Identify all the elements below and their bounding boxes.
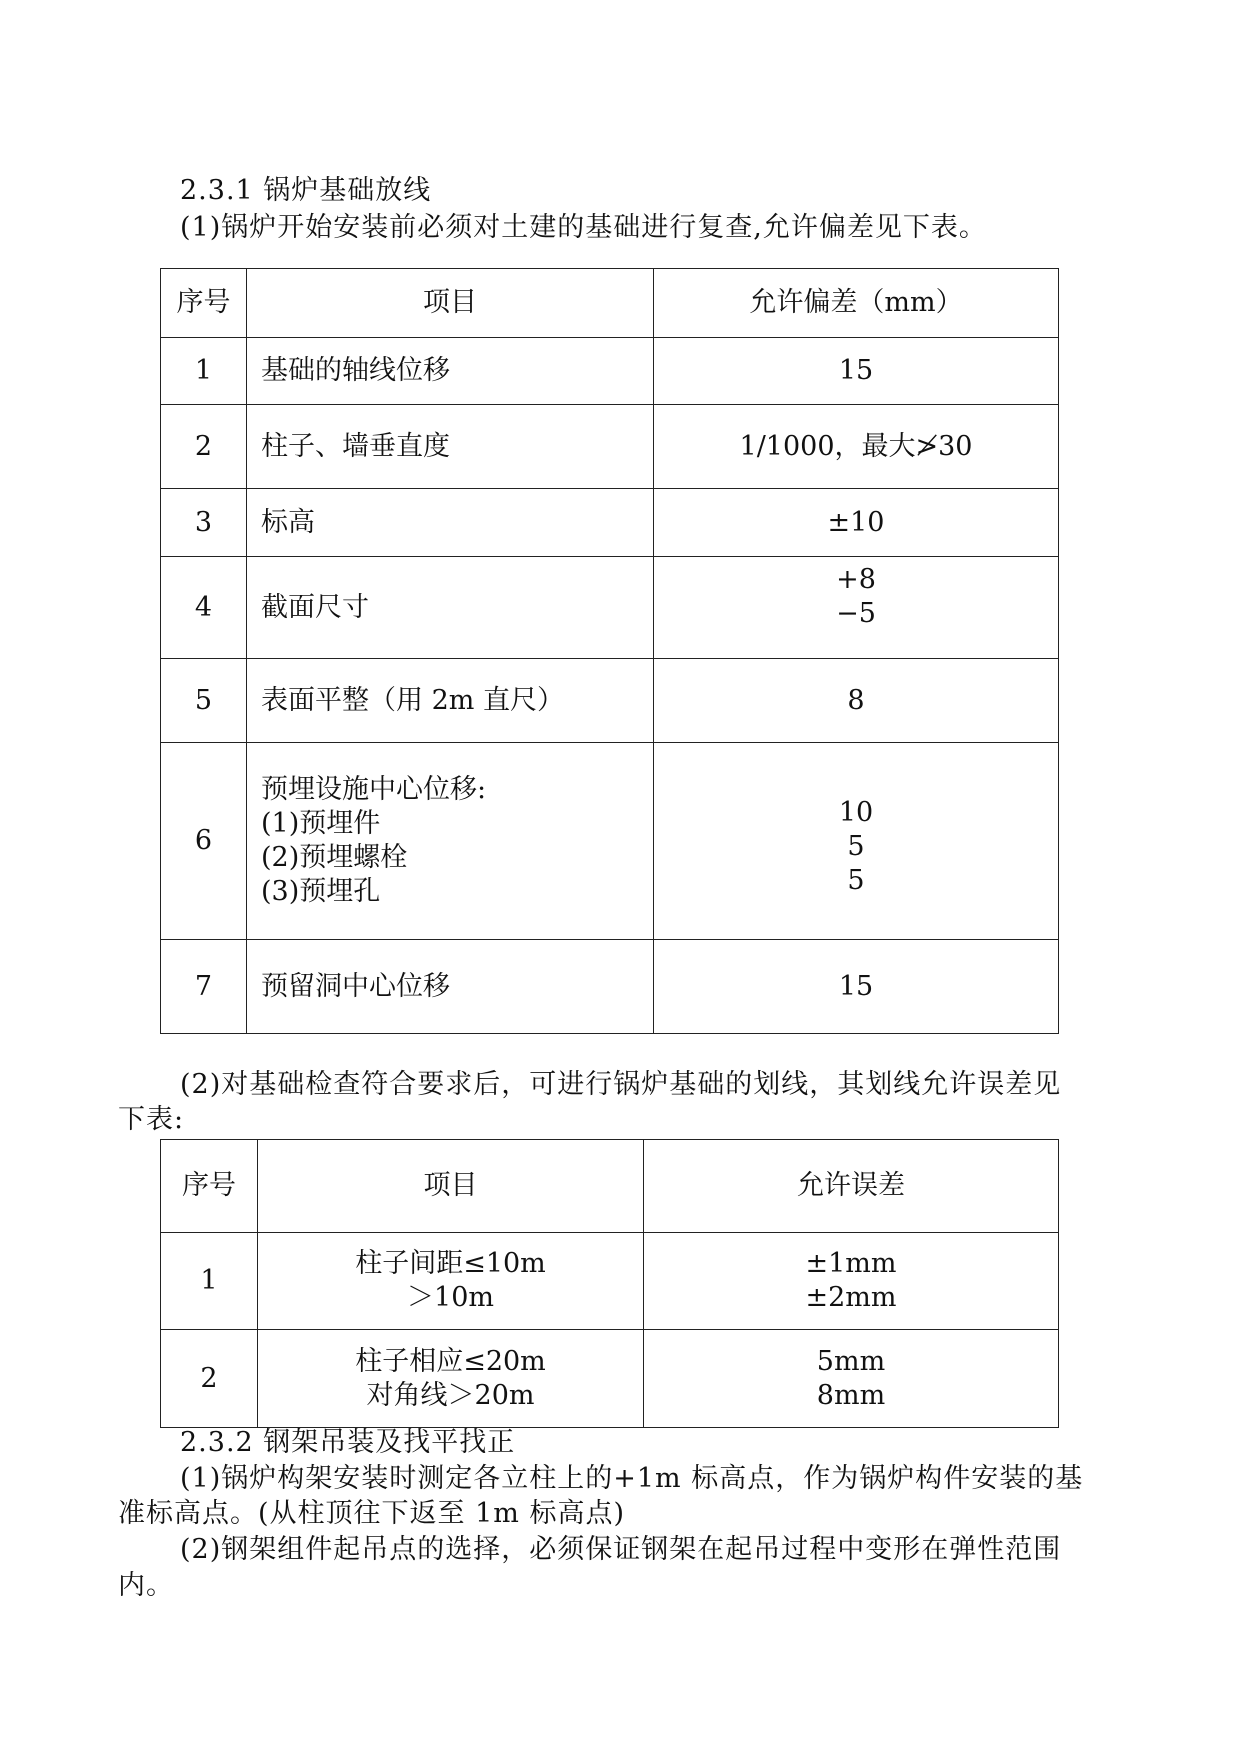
- section-heading-231: 2.3.1 锅炉基础放线: [180, 175, 432, 206]
- row-item: 表面平整（用 2m 直尺）: [247, 659, 654, 743]
- row-value: [654, 743, 1059, 940]
- table-row: [161, 940, 1059, 1034]
- row-no: 7: [161, 940, 247, 1034]
- row-no: 2: [161, 405, 247, 489]
- item-line: 柱子相应≤20m: [355, 1345, 546, 1377]
- row-value: [644, 1330, 1059, 1428]
- table-row: [161, 743, 1059, 940]
- value-line: 5: [847, 831, 865, 862]
- table-row: [161, 1233, 1059, 1330]
- row-no: 1: [161, 338, 247, 405]
- table-row: [161, 338, 1059, 405]
- row-value: [644, 1233, 1059, 1330]
- header-deviation: 允许偏差（mm）: [654, 269, 1059, 338]
- paragraph-3-line2: 准标高点。(从柱顶往下返至 1m 标高点): [118, 1498, 626, 1529]
- row-value: 15: [654, 940, 1059, 1034]
- header-item: 项目: [258, 1140, 644, 1233]
- row-item: [258, 1330, 644, 1428]
- table-row: [161, 1330, 1059, 1428]
- row-no: 1: [161, 1233, 258, 1330]
- header-no: 序号: [161, 1140, 258, 1233]
- row-no: 3: [161, 489, 247, 557]
- item-line: (3)预埋孔: [261, 876, 381, 907]
- row-value: [654, 557, 1059, 659]
- item-line: ＞10m: [407, 1282, 494, 1313]
- row-no: 5: [161, 659, 247, 743]
- value-line: 5mm: [816, 1345, 886, 1377]
- row-item: [247, 743, 654, 940]
- value-line: ±1mm: [805, 1248, 897, 1279]
- table-row: [161, 659, 1059, 743]
- header-no: 序号: [161, 269, 247, 338]
- row-item: 预留洞中心位移: [247, 940, 654, 1034]
- header-error: 允许误差: [644, 1140, 1059, 1233]
- paragraph-4-line1: (2)钢架组件起吊点的选择，必须保证钢架在起吊过程中变形在弹性范围: [180, 1534, 1062, 1565]
- section-heading-232: 2.3.2 钢架吊装及找平找正: [180, 1427, 516, 1458]
- value-line: −5: [836, 598, 876, 629]
- row-no: 4: [161, 557, 247, 659]
- row-value: 8: [654, 659, 1059, 743]
- row-item: [258, 1233, 644, 1330]
- item-line: 对角线＞20m: [366, 1379, 535, 1411]
- table-row: [161, 557, 1059, 659]
- value-line: 10: [838, 797, 874, 828]
- row-value: 15: [654, 338, 1059, 405]
- item-line: 预埋设施中心位移:: [261, 774, 487, 805]
- paragraph-3-line1: (1)锅炉构架安装时测定各立柱上的+1m 标高点，作为锅炉构件安装的基: [180, 1463, 1084, 1494]
- table-row: [161, 405, 1059, 489]
- item-line: (2)预埋螺栓: [261, 842, 408, 873]
- value-line: +8: [836, 564, 876, 595]
- row-item: 标高: [247, 489, 654, 557]
- value-line: 8mm: [816, 1379, 886, 1411]
- header-item: 项目: [247, 269, 654, 338]
- value-line: ±2mm: [805, 1282, 897, 1313]
- row-value: ±10: [654, 489, 1059, 557]
- row-no: 2: [161, 1330, 258, 1428]
- row-item: 柱子、墙垂直度: [247, 405, 654, 489]
- paragraph-2-line1: (2)对基础检查符合要求后，可进行锅炉基础的划线，其划线允许误差见: [180, 1069, 1062, 1100]
- intro-paragraph: (1)锅炉开始安装前必须对土建的基础进行复查,允许偏差见下表。: [180, 212, 987, 243]
- paragraph-2-line2: 下表:: [118, 1104, 185, 1135]
- value-line: 5: [847, 865, 865, 896]
- row-value: 1/1000，最大≯30: [654, 405, 1059, 489]
- item-line: 柱子间距≤10m: [355, 1248, 546, 1279]
- marking-table: [160, 1139, 1059, 1428]
- deviation-table: [160, 268, 1059, 1034]
- table-header-row: [161, 269, 1059, 338]
- row-item: 基础的轴线位移: [247, 338, 654, 405]
- table-row: [161, 489, 1059, 557]
- item-line: (1)预埋件: [261, 808, 381, 839]
- row-no: 6: [161, 743, 247, 940]
- paragraph-4-line2: 内。: [118, 1570, 174, 1601]
- row-item: 截面尺寸: [247, 557, 654, 659]
- table-header-row: [161, 1140, 1059, 1233]
